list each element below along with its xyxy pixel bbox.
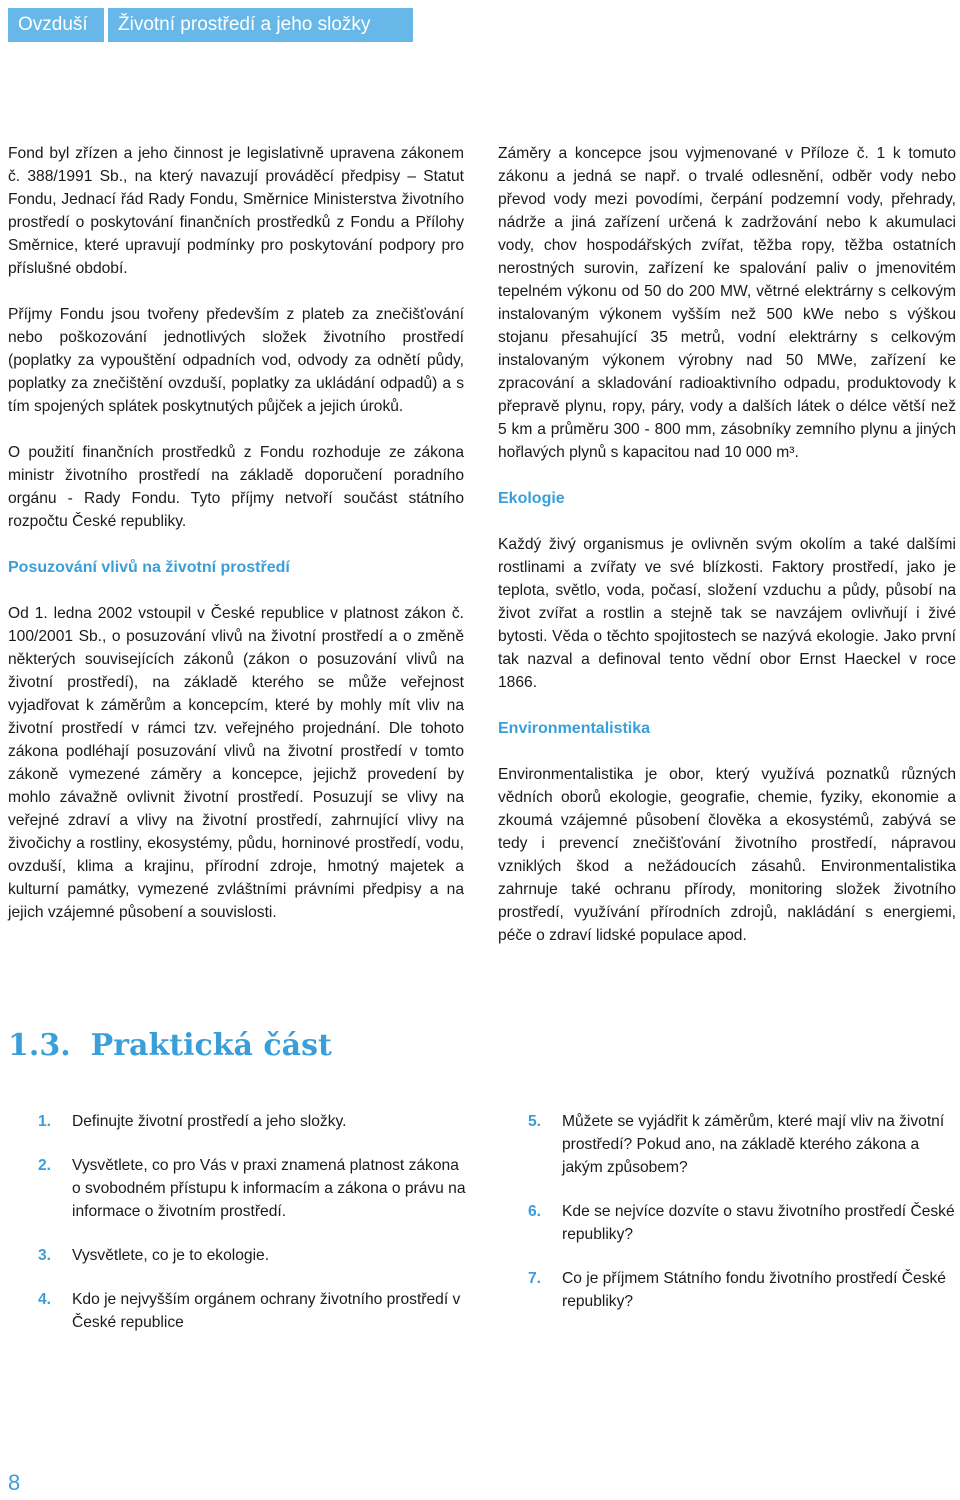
subheading-environmentalistika: Environmentalistika <box>498 720 651 737</box>
paragraph: O použití finančních prostředků z Fondu rozhoduje ze zákona ministr životního prostředí na základě doporučení poradního orgánu - Rady Fondu. Tyto příjmy netvoří součást státního rozpočtu České republiky. <box>8 444 464 530</box>
question-item <box>38 1244 466 1267</box>
question-text: Co je příjmem Státního fondu životního prostředí České republiky? <box>562 1270 946 1310</box>
question-text: Kde se nejvíce dozvíte o stavu životního prostředí České republiky? <box>562 1203 955 1243</box>
questions-left <box>38 1110 466 1355</box>
header-tabs <box>8 8 413 42</box>
paragraph: Fond byl zřízen a jeho činnost je legislativně upravena zákonem č. 388/1991 Sb., na který navazují prováděcí předpisy – Statut Fondu, Jednací řád Rady Fondu, Směrnice Ministerstva životního prostředí o poskytování finančních prostředků z Fondu a Přílohy Směrnice, které upravují podmínky pro poskytování podpory pro příslušné období. <box>8 145 464 277</box>
tab-zivotni-prostredi: Životní prostředí a jeho složky <box>108 8 413 42</box>
question-item <box>38 1288 466 1334</box>
question-item <box>38 1110 466 1133</box>
question-text: Vysvětlete, co je to ekologie. <box>72 1247 270 1264</box>
question-number: 7. <box>528 1270 542 1287</box>
question-number: 4. <box>38 1291 52 1308</box>
page-number: 8 <box>8 1470 21 1495</box>
question-text: Můžete se vyjádřit k záměrům, které mají vliv na životní prostředí? Pokud ano, na základě kterého zákona a jakým způsobem? <box>562 1113 945 1176</box>
paragraph: Každý živý organismus je ovlivněn svým okolím a také dalšími rostlinami a zvířaty ve své blízkosti. Faktory prostředí, jako je teplota, světlo, voda, počasí, složení vzduchu a půdy, působí na život zvířat a rostlin a stejně tak se navzájem ovlivňují i živé bytosti. Věda o těchto spojitostech se nazývá ekologie. Jako první tak nazval a definoval tento vědní obor Ernst Haeckel v roce 1866. <box>498 536 956 691</box>
question-text: Kdo je nejvyšším orgánem ochrany životního prostředí v České republice <box>72 1291 461 1331</box>
question-number: 2. <box>38 1157 52 1174</box>
tab-ovzdusi: Ovzduší <box>8 8 104 42</box>
section-title-text: Praktická část <box>90 1028 332 1063</box>
question-number: 6. <box>528 1203 542 1220</box>
subheading-ekologie: Ekologie <box>498 490 565 507</box>
left-column <box>8 142 464 947</box>
paragraph: Od 1. ledna 2002 vstoupil v České republice v platnost zákon č. 100/2001 Sb., o posuzování vlivů na životní prostředí a o změně některých souvisejících zákonů (zákon o posuzování vlivů na životní prostředí), na základě kterého se může veřejnost vyjadřovat k záměrům a koncepcím, které by mohly mít vliv na životní prostředí v rámci tzv. veřejného projednání. Dle tohoto zákona podléhají posuzování vlivů na životní prostředí v tomto zákoně vymezené záměry a koncepce, jejichž provedení by mohlo závažně ovlivnit životní prostředí. Posuzují se vlivy na veřejné zdraví a vlivy na životní prostředí, zahrnující vlivy na živočichy a rostliny, ekosystémy, půdu, horninové prostředí, vodu, ovzduší, klima a krajinu, přírodní zdroje, hmotný majetek a kulturní památky, vymezené zvláštními právními předpisy a na jejich vzájemné působení a souvislosti. <box>8 605 464 921</box>
question-number: 1. <box>38 1113 52 1130</box>
question-item <box>38 1154 466 1223</box>
paragraph: Záměry a koncepce jsou vyjmenované v Příloze č. 1 k tomuto zákonu a jedná se např. o trvalé odlesnění, odběr vody nebo převod vody mezi povodími, čerpání podzemní vody, přehrady, nádrže a jiná zařízení určená k zadržování nebo k akumulaci vody, chov hospodářských zvířat, těžba ropy, těžba ostatních nerostných surovin, zařízení ke spalování paliv o jmenovitém tepelném výkonu od 50 do 200 MW, větrné elektrárny s celkovým instalovaným výkonem vyšším než 500 kWe nebo s výškou stojanu přesahující 35 metrů, vodní elektrárny s celkovým instalovaným výkonem výrobny nad 50 MWe, zařízení ke zpracování a skladování radioaktivního odpadu, produktovody k přepravě plynu, ropy, páry, vody a dalších látek o délce větší než 5 km a průměru 300 - 800 mm, zásobníky zemního plynu a jiných hořlavých plynů s kapacitou nad 10 000 m³. <box>498 145 956 461</box>
section-title <box>8 1028 332 1063</box>
question-item <box>528 1267 958 1313</box>
subheading-posuzovani: Posuzování vlivů na životní prostředí <box>8 559 290 576</box>
paragraph: Příjmy Fondu jsou tvořeny především z plateb za znečišťování nebo poškozování jednotlivých složek životního prostředí (poplatky za vypouštění odpadních vod, odvody za odnětí půdy, poplatky za znečištění ovzduší, poplatky za ukládání odpadů) a s tím spojených splátek poskytnutých půjček a jejich úroků. <box>8 306 464 415</box>
question-number: 5. <box>528 1113 542 1130</box>
paragraph: Environmentalistika je obor, který využívá poznatků různých vědních oborů ekologie, geografie, chemie, fyziky, ekonomie a zkoumá vzájemné působení člověka a ekosystémů, zabývá se tedy i prevencí znečišťování životního prostředí, nápravou vzniklých škod a nežádoucích zásahů. Environmentalistika zahrnuje také ochranu přírody, monitoring složek životního prostředí, využívání přírodních zdrojů, nakládání s energiemi, péče o zdraví lidské populace apod. <box>498 766 956 944</box>
question-number: 3. <box>38 1247 52 1264</box>
question-item <box>528 1110 958 1179</box>
right-column <box>498 142 956 970</box>
question-item <box>528 1200 958 1246</box>
section-number: 1.3. <box>8 1028 71 1063</box>
question-text: Vysvětlete, co pro Vás v praxi znamená platnost zákona o svobodném přístupu k informacím a zákona o právu na informace o životním prostředí. <box>72 1157 466 1220</box>
questions-right <box>528 1110 958 1334</box>
question-text: Definujte životní prostředí a jeho složky. <box>72 1113 347 1130</box>
